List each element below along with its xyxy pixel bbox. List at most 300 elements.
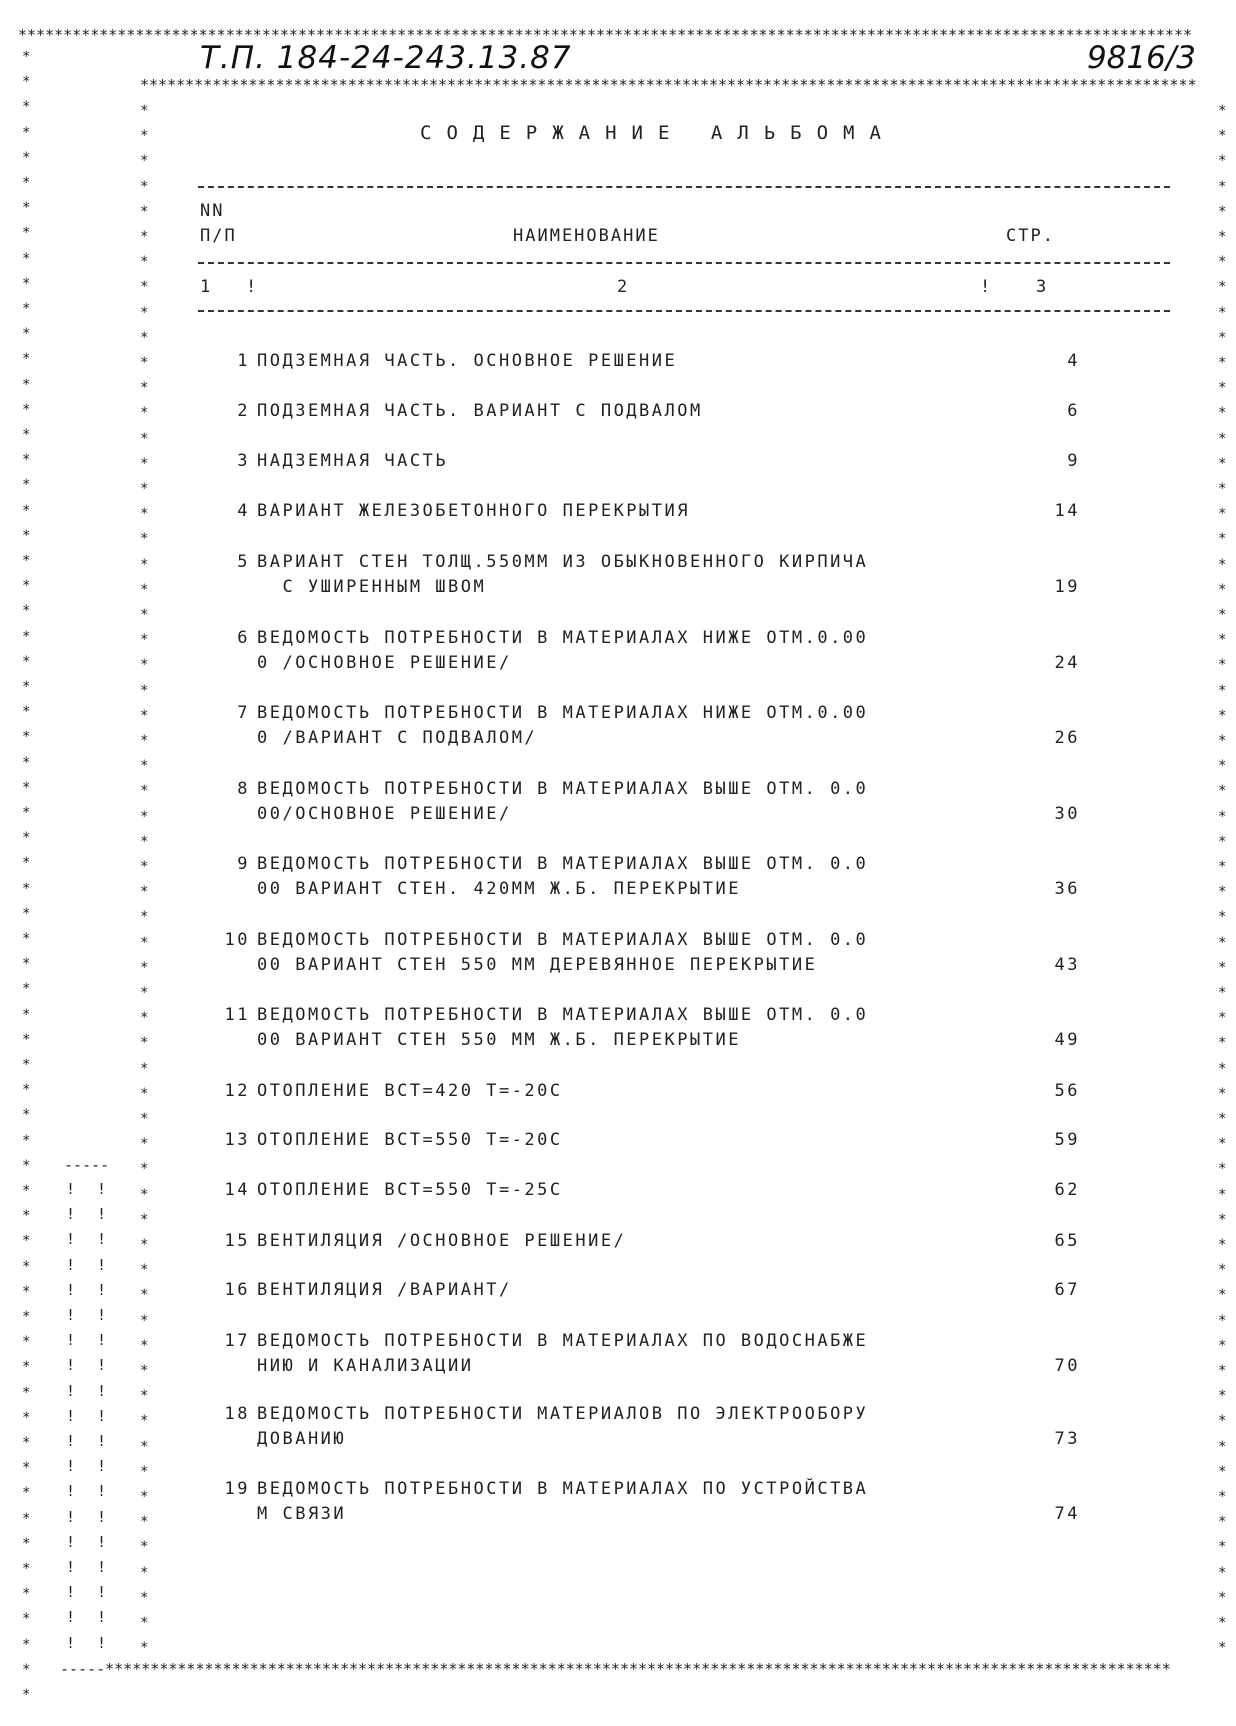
star-mark: * bbox=[1218, 607, 1227, 623]
item-title-continued: 00 ВАРИАНТ СТЕН 550 ММ ДЕРЕВЯННОЕ ПЕРЕКРЫТИЕ bbox=[257, 955, 818, 975]
star-mark: * bbox=[1218, 985, 1227, 1001]
star-mark: * bbox=[140, 506, 149, 523]
star-mark: * bbox=[22, 99, 31, 116]
item-page: 30 bbox=[1054, 804, 1080, 824]
list-item bbox=[200, 701, 1080, 751]
item-number: 3 bbox=[237, 451, 250, 471]
star-mark: * bbox=[1218, 1589, 1227, 1606]
star-mark: * bbox=[22, 401, 31, 418]
item-number: 8 bbox=[237, 779, 250, 799]
item-number: 9 bbox=[237, 854, 250, 874]
star-mark: * bbox=[22, 427, 31, 443]
star-mark: * bbox=[1218, 430, 1227, 447]
bar-mark: ! bbox=[97, 1230, 107, 1249]
star-mark: * bbox=[1218, 758, 1227, 775]
star-mark: * bbox=[22, 1586, 31, 1603]
item-number: 11 bbox=[224, 1005, 250, 1025]
star-mark: * bbox=[22, 1510, 31, 1527]
star-mark: * bbox=[1218, 153, 1227, 170]
item-title-continued: ДОВАНИЮ bbox=[257, 1429, 347, 1449]
margin-bracket: ----- bbox=[64, 1156, 110, 1174]
item-title: ВЕДОМОСТЬ ПОТРЕБНОСТИ В МАТЕРИАЛАХ ПО ВОДОСНАБЖЕ bbox=[257, 1331, 869, 1351]
star-mark: * bbox=[140, 254, 149, 271]
star-mark: * bbox=[1218, 1136, 1227, 1153]
col-num-header-2: П/П bbox=[200, 226, 237, 246]
list-item bbox=[200, 1477, 1080, 1527]
star-mark: * bbox=[22, 124, 31, 141]
star-mark: * bbox=[140, 1237, 149, 1253]
star-mark: * bbox=[22, 1661, 31, 1678]
list-item bbox=[200, 928, 1080, 978]
star-mark: * bbox=[1218, 355, 1227, 371]
star-mark: * bbox=[140, 909, 149, 926]
item-title: ВЕДОМОСТЬ ПОТРЕБНОСТИ В МАТЕРИАЛАХ ВЫШЕ ОТМ. 0.0 bbox=[257, 854, 869, 874]
star-mark: * bbox=[140, 1136, 149, 1153]
list-item bbox=[200, 1229, 1080, 1254]
item-number: 13 bbox=[224, 1130, 250, 1150]
item-page: 4 bbox=[1067, 351, 1080, 371]
star-mark: * bbox=[22, 1409, 31, 1426]
bar-mark: ! bbox=[97, 1381, 107, 1400]
list-item bbox=[200, 852, 1080, 902]
star-mark: * bbox=[140, 833, 149, 850]
star-mark: * bbox=[22, 74, 31, 91]
star-mark: * bbox=[140, 707, 149, 724]
star-mark: * bbox=[1218, 859, 1227, 875]
item-title: ВЕДОМОСТЬ ПОТРЕБНОСТИ В МАТЕРИАЛАХ ВЫШЕ ОТМ. 0.0 bbox=[257, 779, 869, 799]
item-title: НАДЗЕМНАЯ ЧАСТЬ bbox=[257, 451, 449, 471]
bar-mark: ! bbox=[66, 1482, 76, 1501]
item-title-continued: 00 ВАРИАНТ СТЕН 550 ММ Ж.Б. ПЕРЕКРЫТИЕ bbox=[257, 1030, 741, 1050]
star-mark: * bbox=[22, 527, 31, 544]
star-mark: * bbox=[140, 380, 149, 397]
star-mark: * bbox=[140, 1363, 149, 1379]
star-mark: * bbox=[1218, 1539, 1227, 1556]
bar-mark: ! bbox=[66, 1558, 76, 1576]
star-mark: * bbox=[22, 931, 31, 947]
col-page-header: СТР. bbox=[1006, 226, 1055, 246]
star-mark: * bbox=[1218, 304, 1227, 321]
star-mark: * bbox=[22, 779, 31, 796]
item-page: 62 bbox=[1054, 1180, 1080, 1200]
star-mark: * bbox=[1218, 279, 1227, 296]
item-title-continued: С УШИРЕННЫМ ШВОМ bbox=[257, 577, 487, 597]
star-mark: * bbox=[22, 49, 31, 65]
star-mark: * bbox=[140, 859, 149, 875]
item-page: 36 bbox=[1054, 879, 1080, 899]
item-title: ВЕДОМОСТЬ ПОТРЕБНОСТИ МАТЕРИАЛОВ ПО ЭЛЕКТРООБОРУ bbox=[257, 1404, 869, 1424]
star-mark: * bbox=[140, 1111, 149, 1127]
star-mark: * bbox=[140, 279, 149, 296]
star-mark: * bbox=[22, 956, 31, 973]
star-mark: * bbox=[1218, 380, 1227, 397]
star-mark: * bbox=[1218, 1615, 1227, 1631]
star-mark: * bbox=[140, 758, 149, 775]
star-mark: * bbox=[22, 830, 31, 847]
star-mark: * bbox=[22, 149, 31, 166]
item-title-continued: 00 ВАРИАНТ СТЕН. 420ММ Ж.Б. ПЕРЕКРЫТИЕ bbox=[257, 879, 741, 899]
star-mark: * bbox=[1218, 254, 1227, 271]
col-index-3: 3 bbox=[1036, 277, 1049, 297]
star-mark: * bbox=[22, 1435, 31, 1451]
star-mark: * bbox=[140, 808, 149, 825]
star-mark: * bbox=[1218, 1035, 1227, 1052]
star-mark: * bbox=[22, 905, 31, 922]
star-mark: * bbox=[22, 553, 31, 569]
bar-mark: ! bbox=[66, 1205, 76, 1224]
star-mark: * bbox=[22, 275, 31, 292]
star-mark: * bbox=[22, 729, 31, 746]
star-mark: * bbox=[140, 1085, 149, 1102]
item-number: 5 bbox=[237, 552, 250, 572]
star-mark: * bbox=[140, 481, 149, 497]
item-title-continued: 00/ОСНОВНОЕ РЕШЕНИЕ/ bbox=[257, 804, 512, 824]
star-mark: * bbox=[22, 805, 31, 821]
star-mark: * bbox=[140, 153, 149, 170]
star-mark: * bbox=[22, 175, 31, 191]
star-mark: * bbox=[140, 1388, 149, 1405]
col-separator: ! bbox=[980, 277, 993, 297]
star-mark: * bbox=[140, 682, 149, 699]
item-page: 19 bbox=[1054, 577, 1080, 597]
star-mark: * bbox=[1218, 1262, 1227, 1279]
star-mark: * bbox=[22, 1107, 31, 1124]
list-item bbox=[200, 1402, 1080, 1452]
item-title: ВЕДОМОСТЬ ПОТРЕБНОСТИ В МАТЕРИАЛАХ НИЖЕ ОТМ.0.00 bbox=[257, 703, 869, 723]
star-mark: * bbox=[140, 128, 149, 145]
star-mark: * bbox=[1218, 1438, 1227, 1455]
star-mark: * bbox=[1218, 1060, 1227, 1077]
star-mark: * bbox=[140, 178, 149, 195]
star-mark: * bbox=[1218, 329, 1227, 346]
star-mark: * bbox=[1218, 1337, 1227, 1354]
bar-mark: ! bbox=[97, 1432, 107, 1450]
item-title: ВАРИАНТ СТЕН ТОЛЩ.550ММ ИЗ ОБЫКНОВЕННОГО КИРПИЧА bbox=[257, 552, 869, 572]
star-mark: * bbox=[22, 301, 31, 317]
star-mark: * bbox=[1218, 203, 1227, 220]
star-mark: * bbox=[1218, 909, 1227, 926]
bar-mark: ! bbox=[66, 1306, 76, 1324]
star-mark: * bbox=[1218, 178, 1227, 195]
star-mark: * bbox=[22, 1535, 31, 1552]
star-mark: * bbox=[140, 581, 149, 598]
list-item bbox=[200, 399, 1080, 424]
document-code: Т.П. 184-24-243.13.87 bbox=[200, 40, 572, 76]
star-mark: * bbox=[1218, 1085, 1227, 1102]
col-separator: ! bbox=[246, 277, 259, 297]
star-mark: * bbox=[1218, 1388, 1227, 1405]
star-mark: * bbox=[22, 1157, 31, 1174]
star-mark: * bbox=[140, 1035, 149, 1052]
item-page: 73 bbox=[1054, 1429, 1080, 1449]
item-number: 10 bbox=[224, 930, 250, 950]
star-mark: * bbox=[140, 657, 149, 674]
item-title: ВЕДОМОСТЬ ПОТРЕБНОСТИ В МАТЕРИАЛАХ ВЫШЕ ОТМ. 0.0 bbox=[257, 1005, 869, 1025]
bar-mark: ! bbox=[66, 1280, 76, 1299]
star-mark: * bbox=[1218, 481, 1227, 497]
star-mark: * bbox=[22, 1258, 31, 1275]
item-number: 12 bbox=[224, 1081, 250, 1101]
star-mark: * bbox=[140, 229, 149, 245]
star-mark: * bbox=[22, 477, 31, 494]
star-mark: * bbox=[22, 1384, 31, 1401]
star-mark: * bbox=[22, 1031, 31, 1048]
bar-mark: ! bbox=[66, 1356, 76, 1375]
star-mark: * bbox=[22, 578, 31, 595]
sheet-number: 9816/3 bbox=[1086, 40, 1196, 76]
bar-mark: ! bbox=[97, 1180, 107, 1198]
bar-mark: ! bbox=[97, 1306, 107, 1324]
star-mark: * bbox=[140, 985, 149, 1001]
divider bbox=[198, 310, 1170, 312]
star-mark: * bbox=[1218, 1489, 1227, 1505]
item-page: 6 bbox=[1067, 401, 1080, 421]
item-title: ОТОПЛЕНИЕ ВСТ=550 Т=-25С bbox=[257, 1180, 563, 1200]
list-item bbox=[200, 1178, 1080, 1203]
bar-mark: ! bbox=[66, 1381, 76, 1400]
star-mark: * bbox=[22, 1183, 31, 1199]
item-title: ОТОПЛЕНИЕ ВСТ=550 Т=-20С bbox=[257, 1130, 563, 1150]
item-title: ВЕНТИЛЯЦИЯ /ОСНОВНОЕ РЕШЕНИЕ/ bbox=[257, 1231, 627, 1251]
col-index-1: 1 bbox=[200, 277, 213, 297]
list-item bbox=[200, 777, 1080, 827]
star-mark: * bbox=[22, 855, 31, 872]
item-number: 7 bbox=[237, 703, 250, 723]
star-mark: * bbox=[1218, 581, 1227, 598]
list-item bbox=[200, 1278, 1080, 1303]
divider bbox=[198, 186, 1170, 188]
star-mark: * bbox=[22, 603, 31, 620]
star-mark: * bbox=[140, 632, 149, 649]
star-mark: * bbox=[1218, 405, 1227, 422]
item-title-continued: 0 /ВАРИАНТ С ПОДВАЛОМ/ bbox=[257, 728, 538, 748]
item-title-continued: М СВЯЗИ bbox=[257, 1504, 347, 1524]
item-page: 67 bbox=[1054, 1280, 1080, 1300]
star-mark: * bbox=[1218, 1363, 1227, 1379]
item-page: 24 bbox=[1054, 653, 1080, 673]
list-item bbox=[200, 1003, 1080, 1053]
bar-mark: ! bbox=[66, 1457, 76, 1476]
bar-mark: ! bbox=[66, 1406, 76, 1425]
item-number: 17 bbox=[224, 1331, 250, 1351]
star-mark: * bbox=[140, 103, 149, 119]
star-mark: * bbox=[22, 1006, 31, 1023]
star-mark: * bbox=[140, 733, 149, 749]
star-mark: * bbox=[140, 1287, 149, 1304]
star-mark: * bbox=[1218, 934, 1227, 951]
star-mark: * bbox=[140, 1539, 149, 1556]
item-page: 59 bbox=[1054, 1130, 1080, 1150]
top-star-border: ********************************************************************************************************************************** bbox=[18, 28, 1192, 43]
item-title: ВЕДОМОСТЬ ПОТРЕБНОСТИ В МАТЕРИАЛАХ ВЫШЕ ОТМ. 0.0 bbox=[257, 930, 869, 950]
star-mark: * bbox=[22, 704, 31, 721]
star-mark: * bbox=[22, 1460, 31, 1477]
star-mark: * bbox=[140, 329, 149, 346]
star-mark: * bbox=[1218, 506, 1227, 523]
star-mark: * bbox=[1218, 783, 1227, 800]
bar-mark: ! bbox=[66, 1633, 76, 1652]
star-mark: * bbox=[22, 1057, 31, 1073]
bar-mark: ! bbox=[66, 1532, 76, 1551]
star-mark: * bbox=[140, 203, 149, 220]
star-mark: * bbox=[140, 884, 149, 901]
star-mark: * bbox=[22, 250, 31, 267]
star-mark: * bbox=[22, 679, 31, 695]
list-item bbox=[200, 1079, 1080, 1104]
star-mark: * bbox=[140, 1463, 149, 1480]
bar-mark: ! bbox=[97, 1280, 107, 1299]
item-title: ОТОПЛЕНИЕ ВСТ=420 Т=-20С bbox=[257, 1081, 563, 1101]
star-mark: * bbox=[140, 1262, 149, 1279]
list-item bbox=[200, 499, 1080, 524]
bar-mark: ! bbox=[97, 1507, 107, 1526]
star-mark: * bbox=[22, 502, 31, 519]
star-mark: * bbox=[1218, 808, 1227, 825]
bar-mark: ! bbox=[97, 1205, 107, 1224]
star-mark: * bbox=[22, 1687, 31, 1703]
bar-mark: ! bbox=[97, 1633, 107, 1652]
star-mark: * bbox=[1218, 1111, 1227, 1127]
star-mark: * bbox=[1218, 1287, 1227, 1304]
item-number: 1 bbox=[237, 351, 250, 371]
star-mark: * bbox=[22, 1082, 31, 1099]
star-mark: * bbox=[1218, 103, 1227, 119]
col-name-header: НАИМЕНОВАНИЕ bbox=[513, 226, 660, 246]
bar-mark: ! bbox=[97, 1255, 107, 1274]
star-mark: * bbox=[140, 1060, 149, 1077]
item-page: 65 bbox=[1054, 1231, 1080, 1251]
item-title: ПОДЗЕМНАЯ ЧАСТЬ. ВАРИАНТ С ПОДВАЛОМ bbox=[257, 401, 703, 421]
star-mark: * bbox=[140, 1413, 149, 1430]
item-title-continued: НИЮ И КАНАЛИЗАЦИИ bbox=[257, 1356, 474, 1376]
star-mark: * bbox=[22, 1132, 31, 1149]
star-mark: * bbox=[1218, 1211, 1227, 1228]
star-mark: * bbox=[1218, 1186, 1227, 1203]
bar-mark: ! bbox=[66, 1230, 76, 1249]
star-mark: * bbox=[1218, 455, 1227, 472]
bar-mark: ! bbox=[97, 1356, 107, 1375]
item-number: 16 bbox=[224, 1280, 250, 1300]
bar-mark: ! bbox=[66, 1583, 76, 1602]
bar-mark: ! bbox=[97, 1583, 107, 1602]
bar-mark: ! bbox=[97, 1406, 107, 1425]
star-mark: * bbox=[22, 225, 31, 242]
list-item bbox=[200, 550, 1080, 600]
item-number: 2 bbox=[237, 401, 250, 421]
star-mark: * bbox=[1218, 1413, 1227, 1430]
star-mark: * bbox=[1218, 1161, 1227, 1178]
bar-mark: ! bbox=[97, 1608, 107, 1627]
bar-mark: ! bbox=[66, 1432, 76, 1450]
bar-mark: ! bbox=[66, 1255, 76, 1274]
star-mark: * bbox=[140, 430, 149, 447]
item-page: 74 bbox=[1054, 1504, 1080, 1524]
list-item bbox=[200, 626, 1080, 676]
bottom-star-border: -----********************************************************************************************************************** bbox=[60, 1662, 1171, 1677]
star-mark: * bbox=[140, 1186, 149, 1203]
star-mark: * bbox=[22, 452, 31, 469]
star-mark: * bbox=[22, 1334, 31, 1351]
bar-mark: ! bbox=[66, 1180, 76, 1198]
star-mark: * bbox=[1218, 1010, 1227, 1027]
star-mark: * bbox=[22, 1561, 31, 1577]
item-title: ВЕДОМОСТЬ ПОТРЕБНОСТИ В МАТЕРИАЛАХ ПО УСТРОЙСТВА bbox=[257, 1479, 869, 1499]
item-page: 14 bbox=[1054, 501, 1080, 521]
star-mark: * bbox=[22, 326, 31, 343]
divider bbox=[198, 262, 1170, 264]
item-page: 9 bbox=[1067, 451, 1080, 471]
item-title: ВЕНТИЛЯЦИЯ /ВАРИАНТ/ bbox=[257, 1280, 512, 1300]
star-mark: * bbox=[140, 1312, 149, 1329]
col-index-2: 2 bbox=[617, 277, 630, 297]
star-mark: * bbox=[140, 1615, 149, 1631]
star-mark: * bbox=[22, 1636, 31, 1653]
bar-mark: ! bbox=[66, 1507, 76, 1526]
star-mark: * bbox=[22, 1359, 31, 1376]
star-mark: * bbox=[22, 1233, 31, 1250]
star-mark: * bbox=[1218, 632, 1227, 649]
col-num-header-1: NN bbox=[200, 201, 225, 221]
item-page: 26 bbox=[1054, 728, 1080, 748]
star-mark: * bbox=[140, 455, 149, 472]
star-mark: * bbox=[1218, 1640, 1227, 1657]
star-mark: * bbox=[22, 1485, 31, 1502]
item-title: ВЕДОМОСТЬ ПОТРЕБНОСТИ В МАТЕРИАЛАХ НИЖЕ ОТМ.0.00 bbox=[257, 628, 869, 648]
item-number: 15 bbox=[224, 1231, 250, 1251]
star-mark: * bbox=[1218, 128, 1227, 145]
bar-mark: ! bbox=[97, 1331, 107, 1350]
bar-mark: ! bbox=[97, 1532, 107, 1551]
star-mark: * bbox=[22, 1208, 31, 1225]
star-mark: * bbox=[22, 628, 31, 645]
star-mark: * bbox=[1218, 707, 1227, 724]
star-mark: * bbox=[1218, 959, 1227, 976]
bar-mark: ! bbox=[66, 1608, 76, 1627]
bar-mark: ! bbox=[97, 1558, 107, 1576]
item-title: ВАРИАНТ ЖЕЛЕЗОБЕТОННОГО ПЕРЕКРЫТИЯ bbox=[257, 501, 690, 521]
star-mark: * bbox=[1218, 229, 1227, 245]
star-mark: * bbox=[140, 1010, 149, 1027]
item-number: 19 bbox=[224, 1479, 250, 1499]
star-mark: * bbox=[22, 200, 31, 217]
star-mark: * bbox=[140, 1438, 149, 1455]
star-mark: * bbox=[22, 653, 31, 670]
bar-mark: ! bbox=[66, 1331, 76, 1350]
star-mark: * bbox=[140, 959, 149, 976]
star-mark: * bbox=[22, 880, 31, 897]
star-mark: * bbox=[140, 934, 149, 951]
item-number: 14 bbox=[224, 1180, 250, 1200]
star-mark: * bbox=[22, 754, 31, 771]
item-page: 43 bbox=[1054, 955, 1080, 975]
star-mark: * bbox=[140, 355, 149, 371]
star-mark: * bbox=[1218, 884, 1227, 901]
star-mark: * bbox=[22, 376, 31, 393]
item-number: 4 bbox=[237, 501, 250, 521]
star-mark: * bbox=[1218, 531, 1227, 548]
star-mark: * bbox=[140, 1489, 149, 1505]
list-item bbox=[200, 1128, 1080, 1153]
star-mark: * bbox=[140, 531, 149, 548]
star-mark: * bbox=[1218, 833, 1227, 850]
star-mark: * bbox=[22, 981, 31, 998]
star-mark: * bbox=[22, 1309, 31, 1325]
star-mark: * bbox=[1218, 657, 1227, 674]
star-mark: * bbox=[1218, 733, 1227, 749]
item-page: 56 bbox=[1054, 1081, 1080, 1101]
item-page: 70 bbox=[1054, 1356, 1080, 1376]
star-mark: * bbox=[140, 607, 149, 623]
